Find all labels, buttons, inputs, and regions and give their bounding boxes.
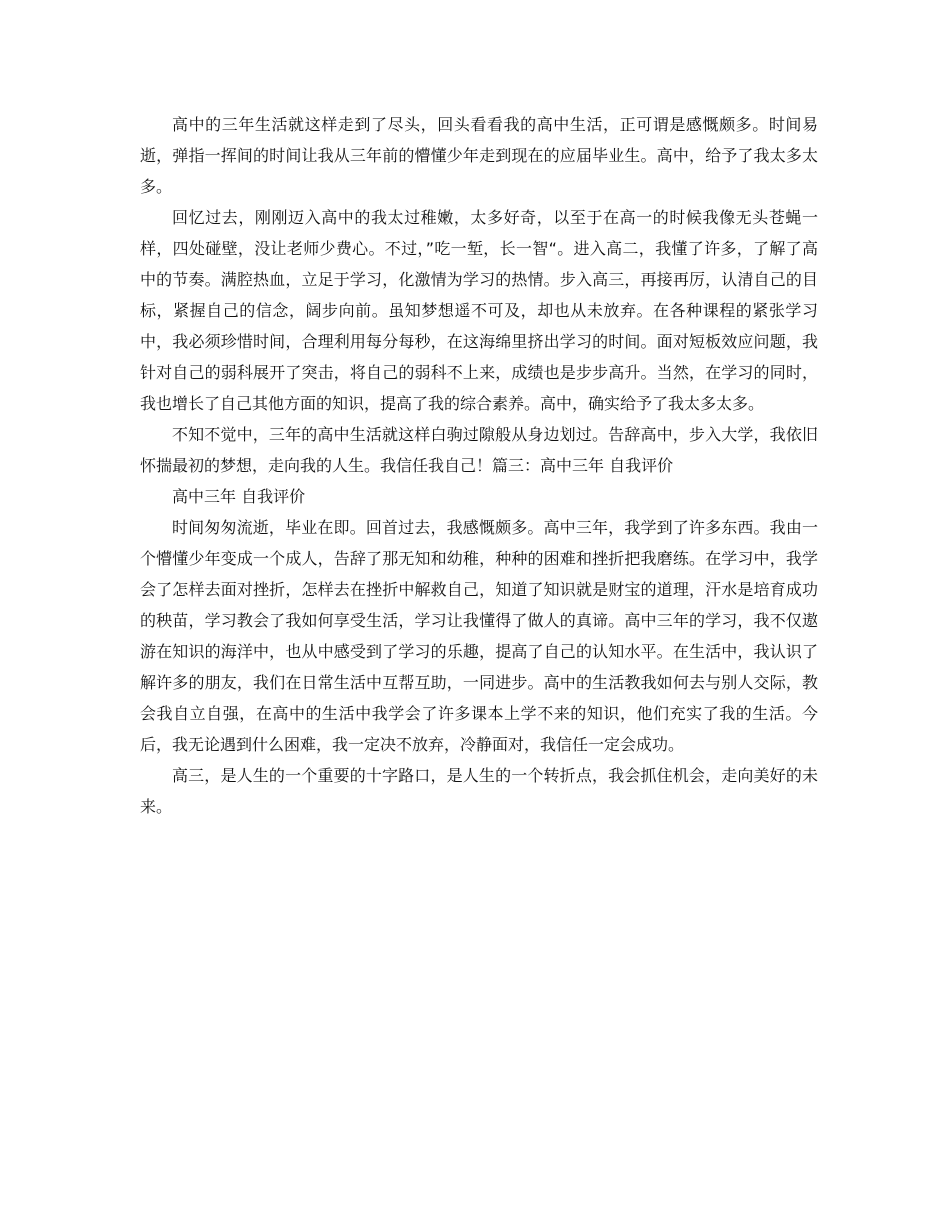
paragraph-intro: 高中的三年生活就这样走到了尽头，回头看看我的高中生活，正可谓是感慨颇多。时间易逝，弹指一挥间的时间让我从三年前的懵懂少年走到现在的应届毕业生。高中，给予了我太多太多。 [140,115,818,196]
document-body [140,109,818,822]
paragraph-farewell: 不知不觉中，三年的高中生活就这样白驹过隙般从身边划过。告辞高中，步入大学，我依旧怀揣最初的梦想，走向我的人生。我信任我自己！篇三：高中三年 自我评价 [140,425,818,475]
section-heading: 高中三年 自我评价 [172,487,306,506]
paragraph-conclusion: 高三，是人生的一个重要的十字路口，是人生的一个转折点，我会抓住机会，走向美好的未来。 [140,766,818,816]
paragraph-self-evaluation: 时间匆匆流逝，毕业在即。回首过去，我感慨颇多。高中三年，我学到了许多东西。我由一个懵懂少年变成一个成人，告辞了那无知和幼稚，种种的困难和挫折把我磨练。在学习中，我学会了怎样去面对挫折，怎样去在挫折中解救自己，知道了知识就是财宝的道理，汗水是培育成功的秧苗，学习教会了我如何享受生活，学习让我懂得了做人的真谛。高中三年的学习，我不仅遨游在知识的海洋中，也从中感受到了学习的乐趣，提高了自己的认知水平。在生活中，我认识了解许多的朋友，我们在日常生活中互帮互助，一同进步。高中的生活教我如何去与别人交际，教会我自立自强，在高中的生活中我学会了许多课本上学不来的知识，他们充实了我的生活。今后，我无论遇到什么困难，我一定决不放弃，冷静面对，我信任一定会成功。 [140,518,818,754]
paragraph-memories: 回忆过去，刚刚迈入高中的我太过稚嫩，太多好奇，以至于在高一的时候我像无头苍蝇一样，四处碰壁，没让老师少费心。不过，”吃一堑，长一智“。进入高二，我懂了许多，了解了高中的节奏。满腔热血，立足于学习，化激情为学习的热情。步入高三，再接再厉，认清自己的目标，紧握自己的信念，阔步向前。虽知梦想遥不可及，却也从未放弃。在各种课程的紧张学习中，我必须珍惜时间，合理利用每分每秒，在这海绵里挤出学习的时间。面对短板效应问题，我针对自己的弱科展开了突击，将自己的弱科不上来，成绩也是步步高升。当然，在学习的同时，我也增长了自己其他方面的知识，提高了我的综合素养。高中，确实给予了我太多太多。 [140,208,818,413]
